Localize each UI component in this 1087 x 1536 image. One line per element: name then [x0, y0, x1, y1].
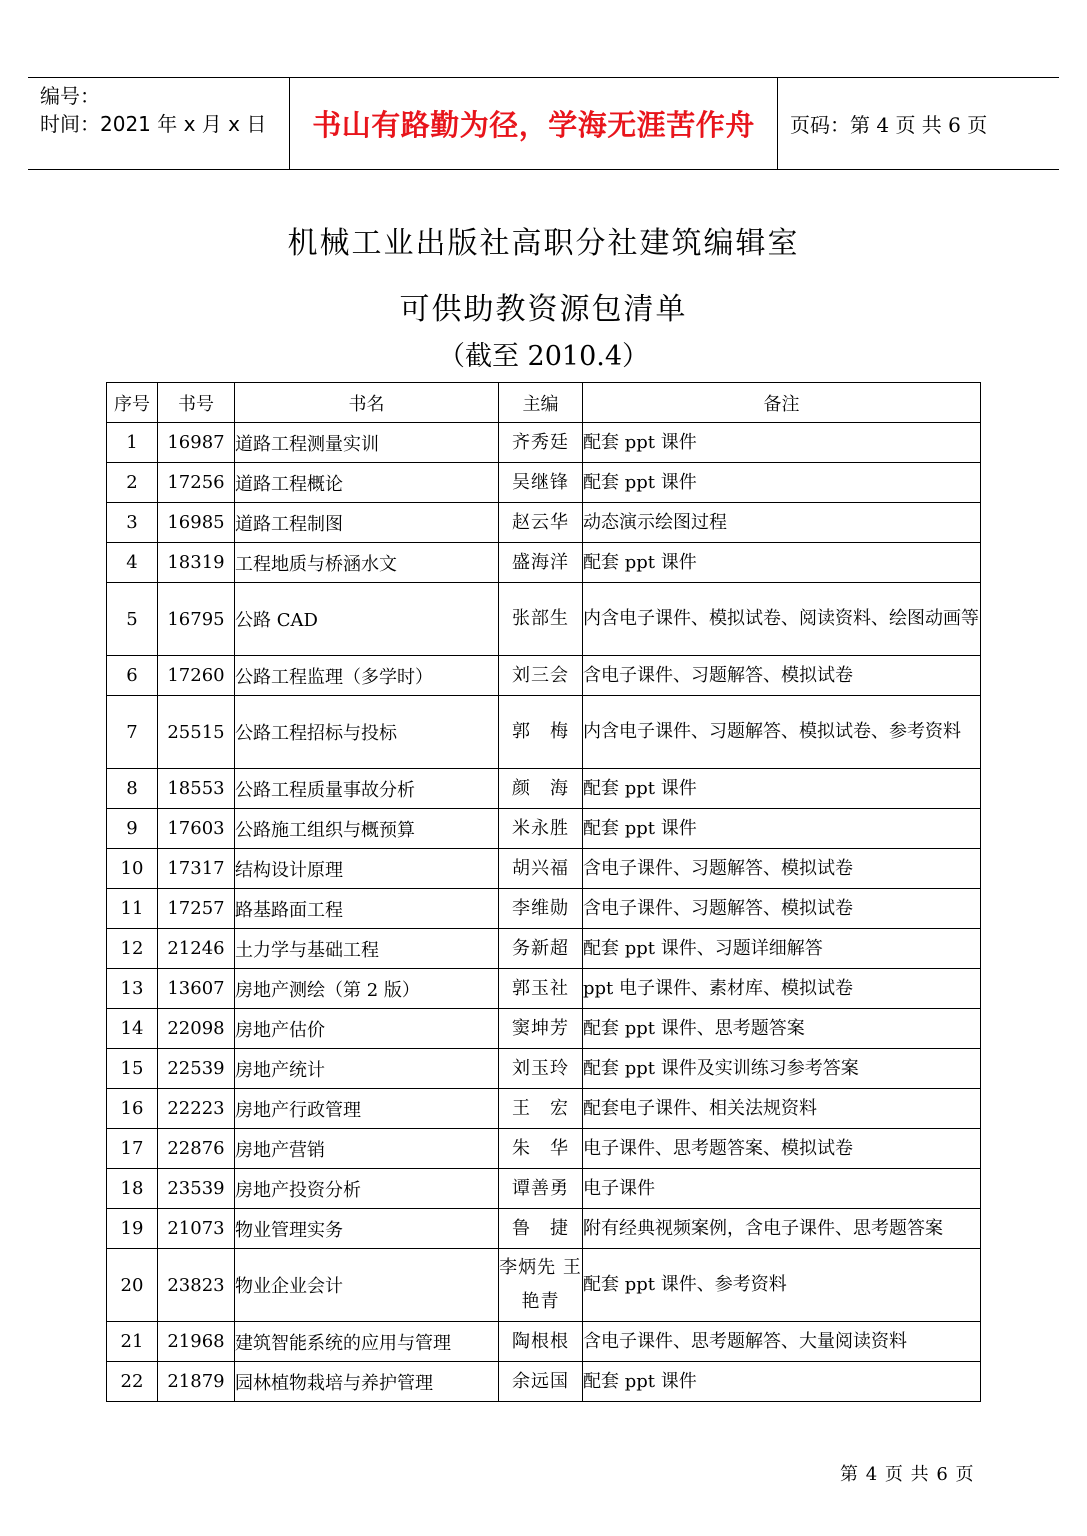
row-isbn: 23823: [158, 1249, 235, 1322]
header-note: 备注: [583, 383, 981, 423]
table-row: [107, 769, 981, 809]
row-editor: 胡兴福: [499, 849, 583, 889]
header-isbn: 书号: [158, 383, 235, 423]
header-title: 书名: [235, 383, 499, 423]
row-editor: 郭玉社: [499, 969, 583, 1009]
row-editor: 李维勋: [499, 889, 583, 929]
row-title: 公路工程质量事故分析: [235, 769, 499, 809]
table-row: [107, 929, 981, 969]
row-editor: 务新超: [499, 929, 583, 969]
row-editor: 米永胜: [499, 809, 583, 849]
row-title: 公路 CAD: [235, 583, 499, 656]
row-note: 配套 ppt 课件、习题详细解答: [583, 929, 981, 969]
row-note: 配套 ppt 课件及实训练习参考答案: [583, 1049, 981, 1089]
row-note: 含电子课件、思考题解答、大量阅读资料: [583, 1322, 981, 1362]
page-info: 页码：第 4 页 共 6 页: [790, 113, 988, 137]
table-row: [107, 1089, 981, 1129]
row-note: 电子课件、思考题答案、模拟试卷: [583, 1129, 981, 1169]
table-row: [107, 809, 981, 849]
row-editor: 余远国: [499, 1362, 583, 1402]
row-number: 15: [107, 1049, 158, 1089]
table-row: [107, 889, 981, 929]
row-editor: 吴继锋: [499, 463, 583, 503]
row-editor: 张部生: [499, 583, 583, 656]
row-title: 物业管理实务: [235, 1209, 499, 1249]
table-row: [107, 1362, 981, 1402]
table-row: [107, 1009, 981, 1049]
row-note: 电子课件: [583, 1169, 981, 1209]
page-header: [28, 77, 1059, 170]
row-number: 14: [107, 1009, 158, 1049]
row-note: 含电子课件、习题解答、模拟试卷: [583, 889, 981, 929]
row-title: 结构设计原理: [235, 849, 499, 889]
row-title: 房地产行政管理: [235, 1089, 499, 1129]
row-isbn: 16985: [158, 503, 235, 543]
row-editor: 王 宏: [499, 1089, 583, 1129]
row-note: 配套 ppt 课件: [583, 423, 981, 463]
row-editor: 刘三会: [499, 656, 583, 696]
table-row: [107, 1169, 981, 1209]
row-isbn: 22098: [158, 1009, 235, 1049]
row-title: 房地产投资分析: [235, 1169, 499, 1209]
resource-table: [106, 382, 981, 1402]
row-editor: 刘玉玲: [499, 1049, 583, 1089]
row-isbn: 13607: [158, 969, 235, 1009]
table-row: [107, 1049, 981, 1089]
page-footer: 第 4 页 共 6 页: [840, 1464, 975, 1485]
row-number: 8: [107, 769, 158, 809]
table-row: [107, 463, 981, 503]
table-row: [107, 1322, 981, 1362]
row-number: 22: [107, 1362, 158, 1402]
row-title: 工程地质与桥涵水文: [235, 543, 499, 583]
table-row: [107, 583, 981, 656]
number-label: 编号：: [40, 84, 100, 108]
row-editor: 盛海洋: [499, 543, 583, 583]
row-isbn: 18319: [158, 543, 235, 583]
row-isbn: 17260: [158, 656, 235, 696]
row-isbn: 16795: [158, 583, 235, 656]
row-isbn: 21073: [158, 1209, 235, 1249]
row-number: 20: [107, 1249, 158, 1322]
row-isbn: 17256: [158, 463, 235, 503]
row-editor: 李炳先 王艳青: [499, 1249, 583, 1322]
header-motto-cell: [290, 78, 778, 169]
row-note: 配套 ppt 课件: [583, 1362, 981, 1402]
row-number: 5: [107, 583, 158, 656]
row-note: 含电子课件、习题解答、模拟试卷: [583, 656, 981, 696]
table-row: [107, 1209, 981, 1249]
document-title: 机械工业出版社高职分社建筑编辑室: [287, 226, 800, 261]
table-row: [107, 969, 981, 1009]
row-isbn: 21879: [158, 1362, 235, 1402]
row-number: 21: [107, 1322, 158, 1362]
row-title: 土力学与基础工程: [235, 929, 499, 969]
row-note: 含电子课件、习题解答、模拟试卷: [583, 849, 981, 889]
row-number: 9: [107, 809, 158, 849]
table-row: [107, 1129, 981, 1169]
table-row: [107, 543, 981, 583]
row-note: 配套 ppt 课件: [583, 463, 981, 503]
row-number: 10: [107, 849, 158, 889]
row-title: 房地产测绘（第 2 版）: [235, 969, 499, 1009]
row-isbn: 22223: [158, 1089, 235, 1129]
row-title: 房地产统计: [235, 1049, 499, 1089]
row-note: 内含电子课件、模拟试卷、阅读资料、绘图动画等: [583, 583, 981, 656]
row-title: 道路工程测量实训: [235, 423, 499, 463]
row-title: 园林植物栽培与养护管理: [235, 1362, 499, 1402]
row-editor: 鲁 捷: [499, 1209, 583, 1249]
row-note: 配套 ppt 课件: [583, 543, 981, 583]
row-number: 6: [107, 656, 158, 696]
row-editor: 颜 海: [499, 769, 583, 809]
cutoff-date: （截至 2010.4）: [437, 341, 650, 372]
row-title: 房地产估价: [235, 1009, 499, 1049]
row-title: 公路工程招标与投标: [235, 696, 499, 769]
table-row: [107, 696, 981, 769]
table-row: [107, 1249, 981, 1322]
row-isbn: 25515: [158, 696, 235, 769]
row-isbn: 17603: [158, 809, 235, 849]
table-row: [107, 423, 981, 463]
row-note: 附有经典视频案例，含电子课件、思考题答案: [583, 1209, 981, 1249]
row-editor: 郭 梅: [499, 696, 583, 769]
row-title: 公路工程监理（多学时）: [235, 656, 499, 696]
row-number: 17: [107, 1129, 158, 1169]
row-title: 道路工程制图: [235, 503, 499, 543]
row-isbn: 17257: [158, 889, 235, 929]
row-title: 房地产营销: [235, 1129, 499, 1169]
row-isbn: 17317: [158, 849, 235, 889]
motto: 书山有路勤为径，学海无涯苦作舟: [312, 108, 755, 142]
row-isbn: 21246: [158, 929, 235, 969]
row-number: 16: [107, 1089, 158, 1129]
row-isbn: 22876: [158, 1129, 235, 1169]
row-number: 19: [107, 1209, 158, 1249]
row-number: 13: [107, 969, 158, 1009]
row-title: 道路工程概论: [235, 463, 499, 503]
table-row: [107, 656, 981, 696]
row-number: 4: [107, 543, 158, 583]
row-isbn: 22539: [158, 1049, 235, 1089]
row-title: 物业企业会计: [235, 1249, 499, 1322]
table-row: [107, 849, 981, 889]
header-no: 序号: [107, 383, 158, 423]
row-note: 动态演示绘图过程: [583, 503, 981, 543]
row-note: 内含电子课件、习题解答、模拟试卷、参考资料: [583, 696, 981, 769]
row-note: ppt 电子课件、素材库、模拟试卷: [583, 969, 981, 1009]
row-editor: 朱 华: [499, 1129, 583, 1169]
row-note: 配套电子课件、相关法规资料: [583, 1089, 981, 1129]
row-number: 7: [107, 696, 158, 769]
table-body: [107, 423, 981, 1402]
row-number: 11: [107, 889, 158, 929]
row-note: 配套 ppt 课件: [583, 809, 981, 849]
row-title: 路基路面工程: [235, 889, 499, 929]
row-title: 公路施工组织与概预算: [235, 809, 499, 849]
header-editor: 主编: [499, 383, 583, 423]
row-editor: 陶根根: [499, 1322, 583, 1362]
header-page-info: [778, 78, 1059, 169]
header-meta: [28, 78, 290, 169]
row-editor: 齐秀廷: [499, 423, 583, 463]
row-isbn: 16987: [158, 423, 235, 463]
row-note: 配套 ppt 课件、思考题答案: [583, 1009, 981, 1049]
row-editor: 赵云华: [499, 503, 583, 543]
table-row: [107, 503, 981, 543]
row-editor: 窦坤芳: [499, 1009, 583, 1049]
time-label: 时间：2021 年 x 月 x 日: [40, 112, 267, 136]
row-note: 配套 ppt 课件: [583, 769, 981, 809]
row-number: 18: [107, 1169, 158, 1209]
row-number: 1: [107, 423, 158, 463]
row-title: 建筑智能系统的应用与管理: [235, 1322, 499, 1362]
row-number: 2: [107, 463, 158, 503]
row-isbn: 18553: [158, 769, 235, 809]
document-subtitle: 可供助教资源包清单: [399, 292, 688, 327]
row-isbn: 23539: [158, 1169, 235, 1209]
row-editor: 谭善勇: [499, 1169, 583, 1209]
row-number: 12: [107, 929, 158, 969]
row-note: 配套 ppt 课件、参考资料: [583, 1249, 981, 1322]
table-header-row: [107, 383, 981, 423]
row-number: 3: [107, 503, 158, 543]
row-isbn: 21968: [158, 1322, 235, 1362]
